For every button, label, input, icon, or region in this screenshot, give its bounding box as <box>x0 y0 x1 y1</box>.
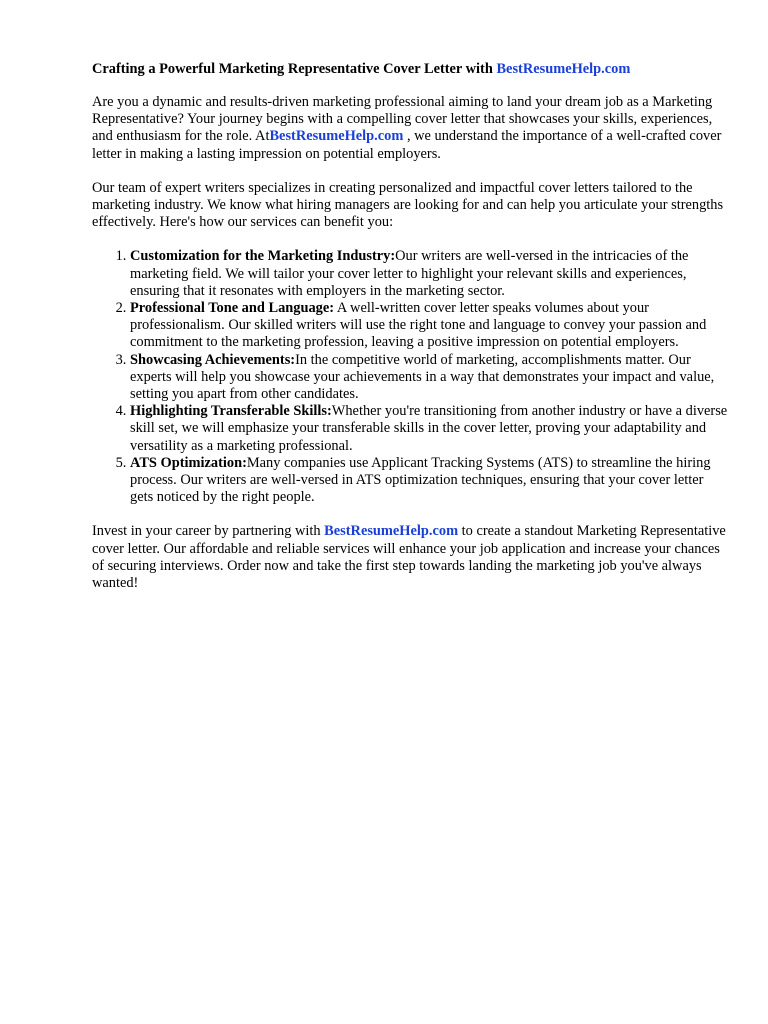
service-text: In the competitive world of marketing, accomplishments matter. Our experts will help you showcase your achievements in a way that demonstrates your impact and value, setting you apart from other candidates. <box>130 351 715 403</box>
intro-text-part1: Are you a dynamic and results-driven marketing professional aiming to land your dream job as a Marketing Representative? Your journey begins with a compelling cover letter that showcases your skills, experiences, and enthusiasm for the role. At <box>92 94 713 145</box>
closing-paragraph <box>92 523 728 592</box>
intro-text-part2: , we understand the importance of a well-crafted cover letter in making a lasting impression on potential employers. <box>92 128 722 162</box>
service-text: Many companies use Applicant Tracking Systems (ATS) to streamline the hiring process. Our writers are well-versed in ATS optimization techniques, ensuring that your cover letter gets noticed by the right people. <box>130 454 711 506</box>
intro-link-bestresumehelp[interactable]: BestResumeHelp.com <box>269 128 404 145</box>
service-term: Customization for the Marketing Industry: <box>130 248 396 265</box>
service-term: ATS Optimization: <box>130 454 247 471</box>
service-text: Whether you're transitioning from another industry or have a diverse skill set, we will emphasize your transferable skills in the cover letter, proving your adaptability and versatility as a marketing professional. <box>130 403 728 454</box>
list-item <box>130 455 728 507</box>
service-term: Professional Tone and Language: <box>130 300 335 317</box>
list-item <box>130 300 728 352</box>
service-term: Highlighting Transferable Skills: <box>130 403 332 420</box>
service-text: A well-written cover letter speaks volumes about your professionalism. Our skilled writers will use the right tone and language to convey your passion and commitment to the marketing profession, leaving a positive impression on potential employers. <box>130 300 707 351</box>
service-term: Showcasing Achievements: <box>130 351 296 368</box>
services-list <box>92 248 728 506</box>
intro-paragraph <box>92 94 728 163</box>
heading-link-bestresumehelp[interactable]: BestResumeHelp.com <box>496 61 631 77</box>
list-item <box>130 248 728 300</box>
list-item <box>130 403 728 455</box>
closing-link-bestresumehelp[interactable]: BestResumeHelp.com <box>324 523 459 540</box>
heading-text: Crafting a Powerful Marketing Representative Cover Letter with <box>92 61 497 77</box>
service-text: Our writers are well-versed in the intricacies of the marketing field. We will tailor your cover letter to highlight your relevant skills and experiences, ensuring that it resonates with employers in the marketing sector. <box>130 248 689 299</box>
document-heading <box>92 60 728 78</box>
list-item <box>130 352 728 404</box>
closing-text-part1: Invest in your career by partnering with <box>92 523 325 540</box>
team-paragraph: Our team of expert writers specializes in creating personalized and impactful cover letters tailored to the marketing industry. We know what hiring managers are looking for and can help you articulate your strengths effectively. Here's how our services can benefit you: <box>92 179 724 231</box>
closing-text-part2: to create a standout Marketing Representative cover letter. Our affordable and reliable services will enhance your job application and increase your chances of securing interviews. Order now and take the first step towards landing the marketing job you've always wanted! <box>92 523 726 592</box>
